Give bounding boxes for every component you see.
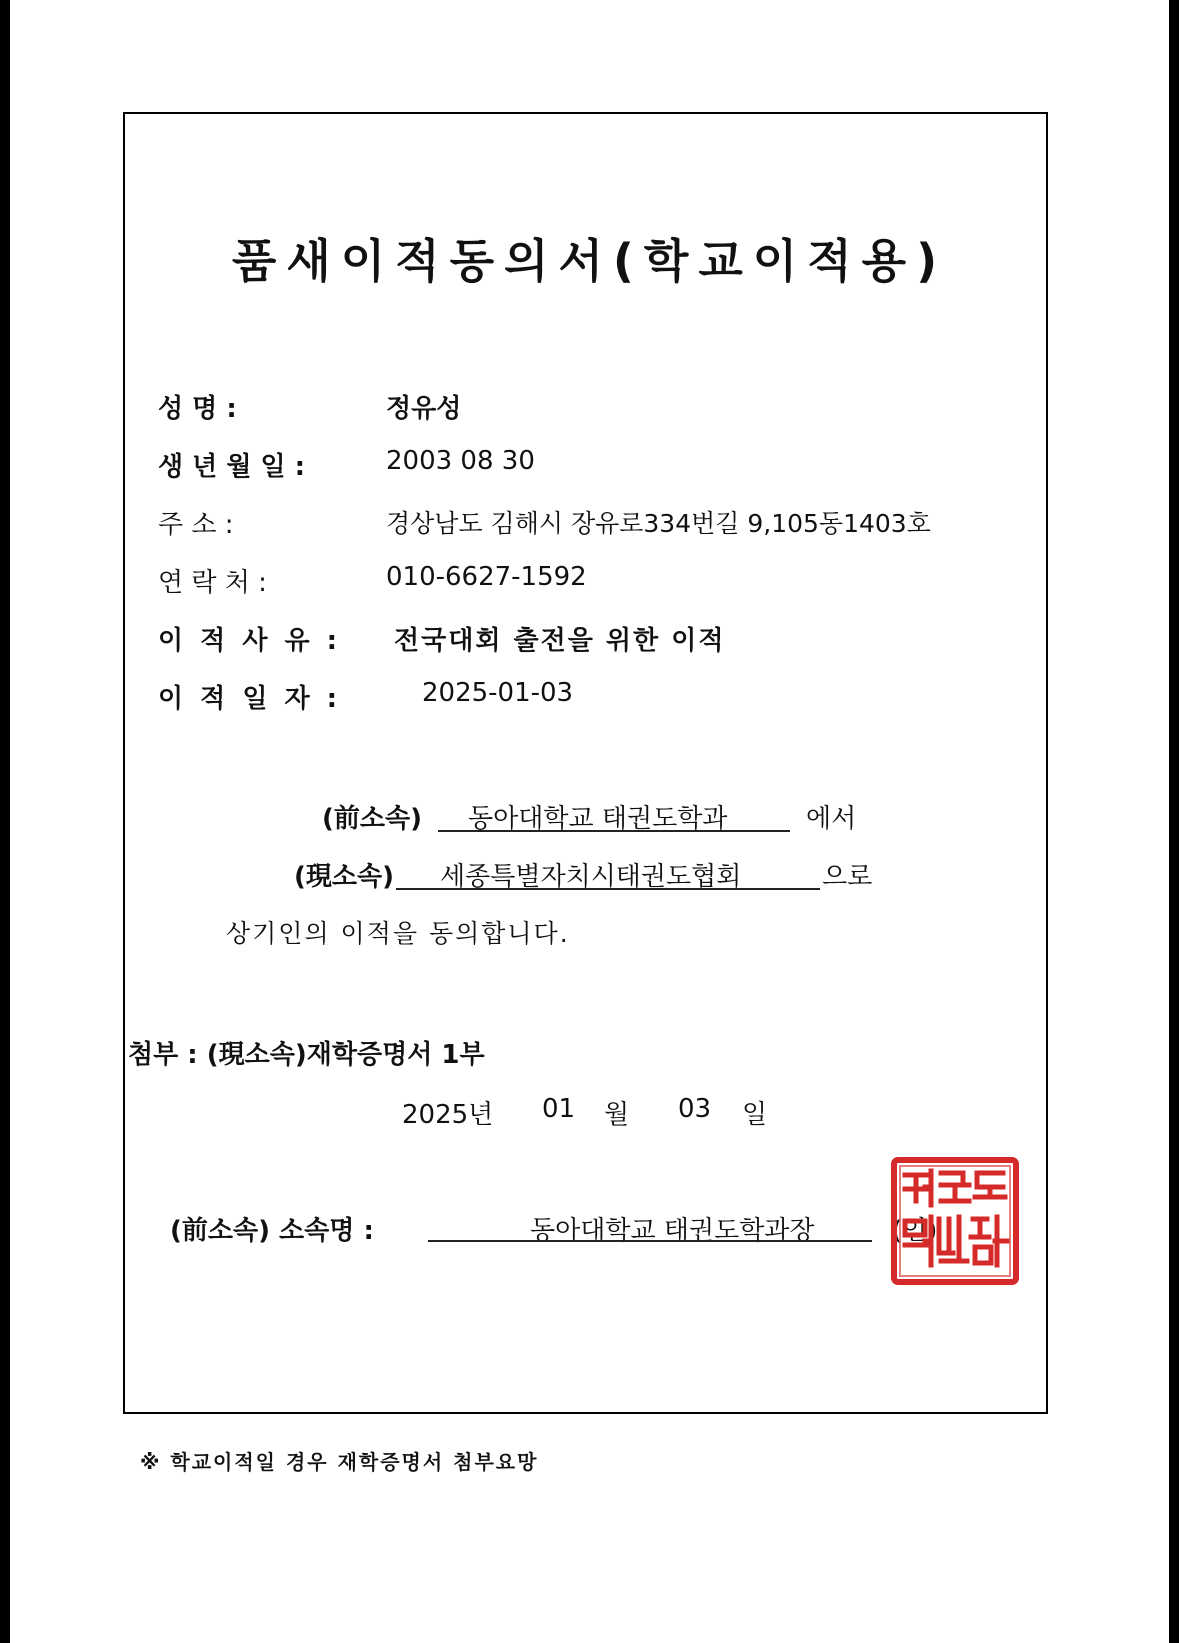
curr-affiliation-value: 세종특별자치시태권도협회 <box>440 862 742 892</box>
signature-label: (前소속) 소속명 : <box>170 1216 374 1246</box>
reason-label: 이 적 사 유 : <box>158 626 342 656</box>
reason-value: 전국대회 출전을 위한 이적 <box>394 626 726 656</box>
name-value: 정유성 <box>386 394 462 424</box>
consent-statement: 상기인의 이적을 동의합니다. <box>226 919 570 948</box>
official-seal-stamp <box>891 1157 1019 1285</box>
sign-date-year: 2025년 <box>402 1100 494 1130</box>
curr-affiliation-underline <box>396 888 820 890</box>
contact-label: 연 락 처 : <box>158 568 267 598</box>
name-label: 성 명 : <box>158 394 237 424</box>
footer-note: ※ 학교이적일 경우 재학증명서 첨부요망 <box>140 1450 539 1474</box>
address-value: 경상남도 김해시 장유로334번길 9,105동1403호 <box>386 509 931 538</box>
sign-date-day: 03 <box>678 1094 712 1124</box>
prev-affiliation-underline <box>438 830 790 832</box>
curr-affiliation-label: (現소속) <box>294 862 394 892</box>
date-value: 2025-01-03 <box>422 678 574 708</box>
prev-affiliation-suffix: 에서 <box>806 804 857 834</box>
contact-value: 010-6627-1592 <box>386 562 587 592</box>
sign-date-day-unit: 일 <box>742 1100 768 1130</box>
prev-affiliation-label: (前소속) <box>322 804 422 834</box>
sign-date-month-unit: 월 <box>604 1100 630 1130</box>
seal-mark: (인) <box>892 1216 938 1246</box>
curr-affiliation-suffix: 으로 <box>822 862 873 892</box>
signature-value: 동아대학교 태권도학과장 <box>530 1216 815 1246</box>
document-title: 품새이적동의서(학교이적용) <box>231 234 948 288</box>
sign-date-month: 01 <box>542 1094 576 1124</box>
signature-underline <box>428 1240 872 1242</box>
attachment-note: 첨부 : (現소속)재학증명서 1부 <box>128 1040 485 1070</box>
prev-affiliation-value: 동아대학교 태권도학과 <box>468 804 728 834</box>
birth-label: 생 년 월 일 : <box>158 452 306 482</box>
birth-value: 2003 08 30 <box>386 446 535 476</box>
date-label: 이 적 일 자 : <box>158 684 342 714</box>
address-label: 주 소 : <box>158 510 234 540</box>
